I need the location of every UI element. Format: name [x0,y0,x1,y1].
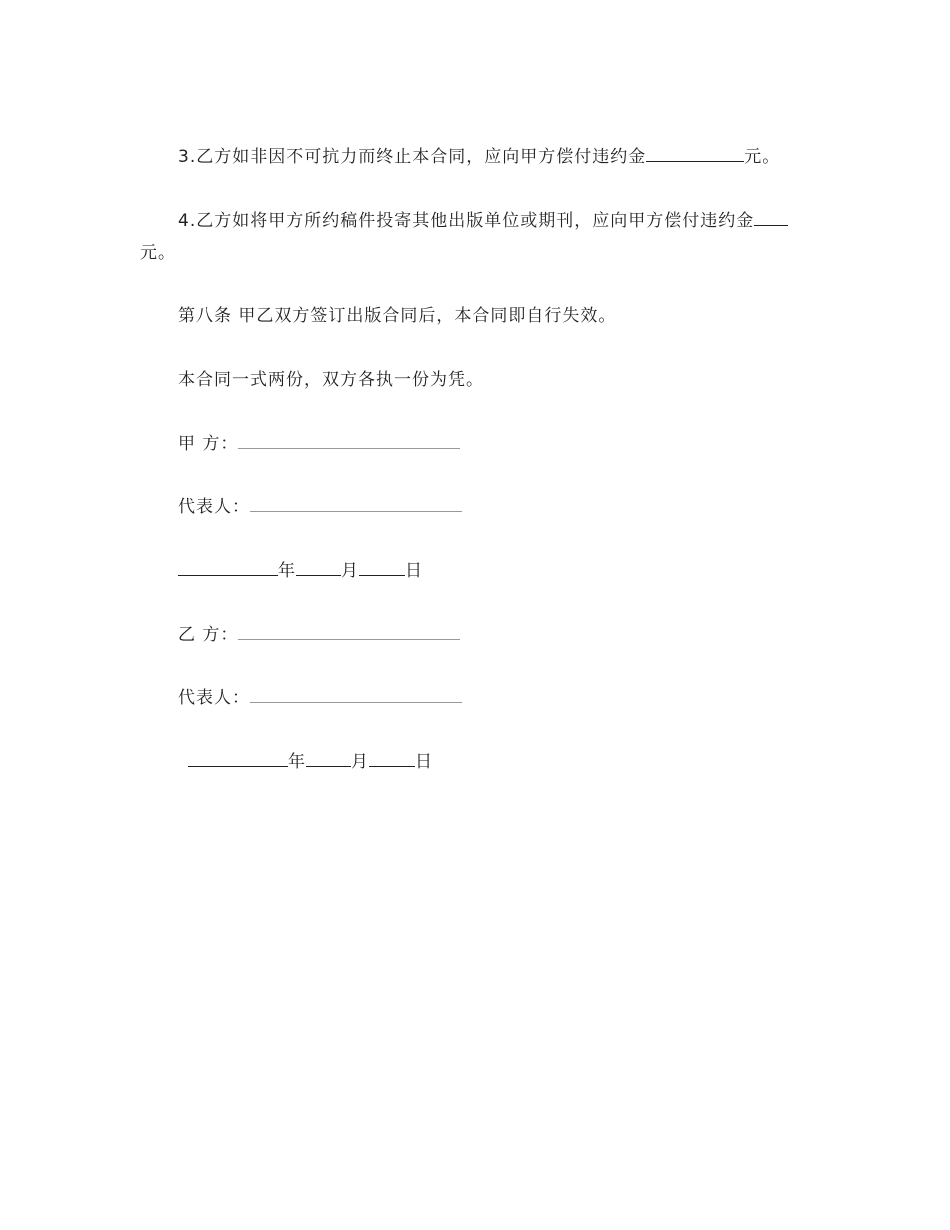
clause-3-text: 3.乙方如非因不可抗力而终止本合同，应向甲方偿付违约金 [178,147,647,167]
party-b-month-blank [306,752,351,767]
party-a-date [178,561,423,581]
party-b-label: 乙 方： [178,625,239,645]
party-a-row [178,434,460,454]
party-a-blank [238,434,460,449]
party-b-date [188,752,433,772]
party-a-year-label: 年 [278,561,296,581]
party-a-day-label: 日 [405,561,423,581]
party-a-rep-row [178,497,462,517]
party-b-year-blank [188,752,288,767]
party-b-month-label: 月 [351,752,369,772]
party-b-blank [238,625,460,640]
party-a-month-label: 月 [341,561,359,581]
party-a-rep-label: 代表人： [178,497,250,517]
clause-4-text: 4.乙方如将甲方所约稿件投寄其他出版单位或期刊，应向甲方偿付违约金 [178,211,755,231]
party-b-rep-row [178,688,462,708]
copies-statement: 本合同一式两份，双方各执一份为凭。 [178,370,484,390]
clause-4-suffix: 元。 [140,243,176,263]
party-b-day-label: 日 [415,752,433,772]
clause-4 [178,211,788,231]
party-b-day-blank [369,752,415,767]
penalty-amount-blank-4 [754,211,788,226]
party-b-rep-label: 代表人： [178,688,250,708]
party-b-row [178,625,460,645]
party-b-year-label: 年 [288,752,306,772]
party-a-label: 甲 方： [178,434,239,454]
party-a-rep-blank [250,497,462,512]
penalty-amount-blank-3 [646,147,744,162]
party-a-year-blank [178,561,278,576]
party-b-rep-blank [250,688,462,703]
clause-3 [178,147,780,167]
party-a-day-blank [359,561,405,576]
clause-4-continuation [140,243,176,263]
party-a-month-blank [296,561,341,576]
clause-3-suffix: 元。 [744,147,781,167]
article-8: 第八条 甲乙双方签订出版合同后，本合同即自行失效。 [178,306,617,326]
